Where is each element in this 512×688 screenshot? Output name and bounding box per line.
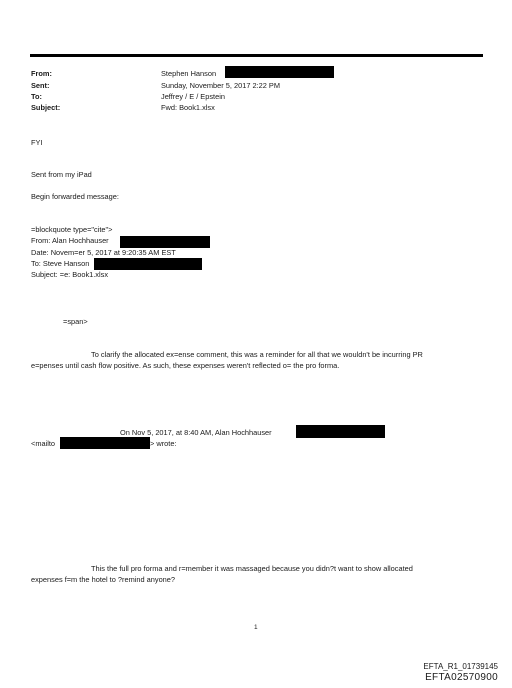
para1-line1: To clarify the allocated ex=ense comment, this was a reminder for all that we wouldn't be incurring PR [91, 350, 423, 359]
on-date-text: On Nov 5, 2017, at 8:40 AM, Alan Hochhauser [120, 428, 272, 437]
fwd-to-text: To: Steve Hanson [31, 259, 90, 268]
from-value: Stephen Hanson [161, 69, 217, 78]
sent-label: Sent: [31, 81, 50, 90]
para2-line1: This the full pro forma and r=member it was massaged because you didn?t want to show allocated [91, 564, 413, 573]
fwd-subject-text: Subject: =e: Book1.xlsx [31, 270, 109, 279]
page-number: 1 [254, 624, 258, 631]
subject-value: Fwd: Book1.xlsx [161, 103, 215, 112]
fyi-text: FYI [31, 138, 43, 147]
from-label: From: [31, 69, 52, 78]
bates-number-1: EFTA_R1_01739145 [423, 662, 498, 671]
redaction-from-email [225, 66, 334, 78]
mailto-text: <mailto [31, 439, 56, 448]
redaction-mailto-email [60, 437, 150, 449]
para1-line2: e=penses until cash flow positive. As such, these expenses weren't reflected o= the pro forma. [31, 361, 340, 370]
span-tag-text: =span> [63, 317, 88, 326]
to-label: To: [31, 92, 42, 101]
begin-forwarded-text: Begin forwarded message: [31, 192, 119, 201]
to-value: Jeffrey / E / Epstein [161, 92, 225, 101]
sent-value: Sunday, November 5, 2017 2:22 PM [161, 81, 281, 90]
redaction-fwd-from-email [120, 236, 210, 248]
header-rule [30, 54, 483, 57]
bates-number-2: EFTA02570900 [425, 672, 498, 683]
fwd-date-text: Date: Novem=er 5, 2017 at 9:20:35 AM EST [31, 248, 176, 257]
fwd-from-text: From: Alan Hochhauser [31, 236, 109, 245]
subject-label: Subject: [31, 103, 61, 112]
wrote-text: > wrote: [150, 439, 177, 448]
para2-line2: expenses f=m the hotel to ?remind anyone? [31, 575, 176, 584]
redaction-fwd-to-email [94, 258, 202, 270]
blockquote-tag-text: =blockquote type="cite"> [31, 225, 113, 234]
sent-from-text: Sent from my iPad [31, 170, 92, 179]
redaction-on-date-email [296, 425, 385, 438]
